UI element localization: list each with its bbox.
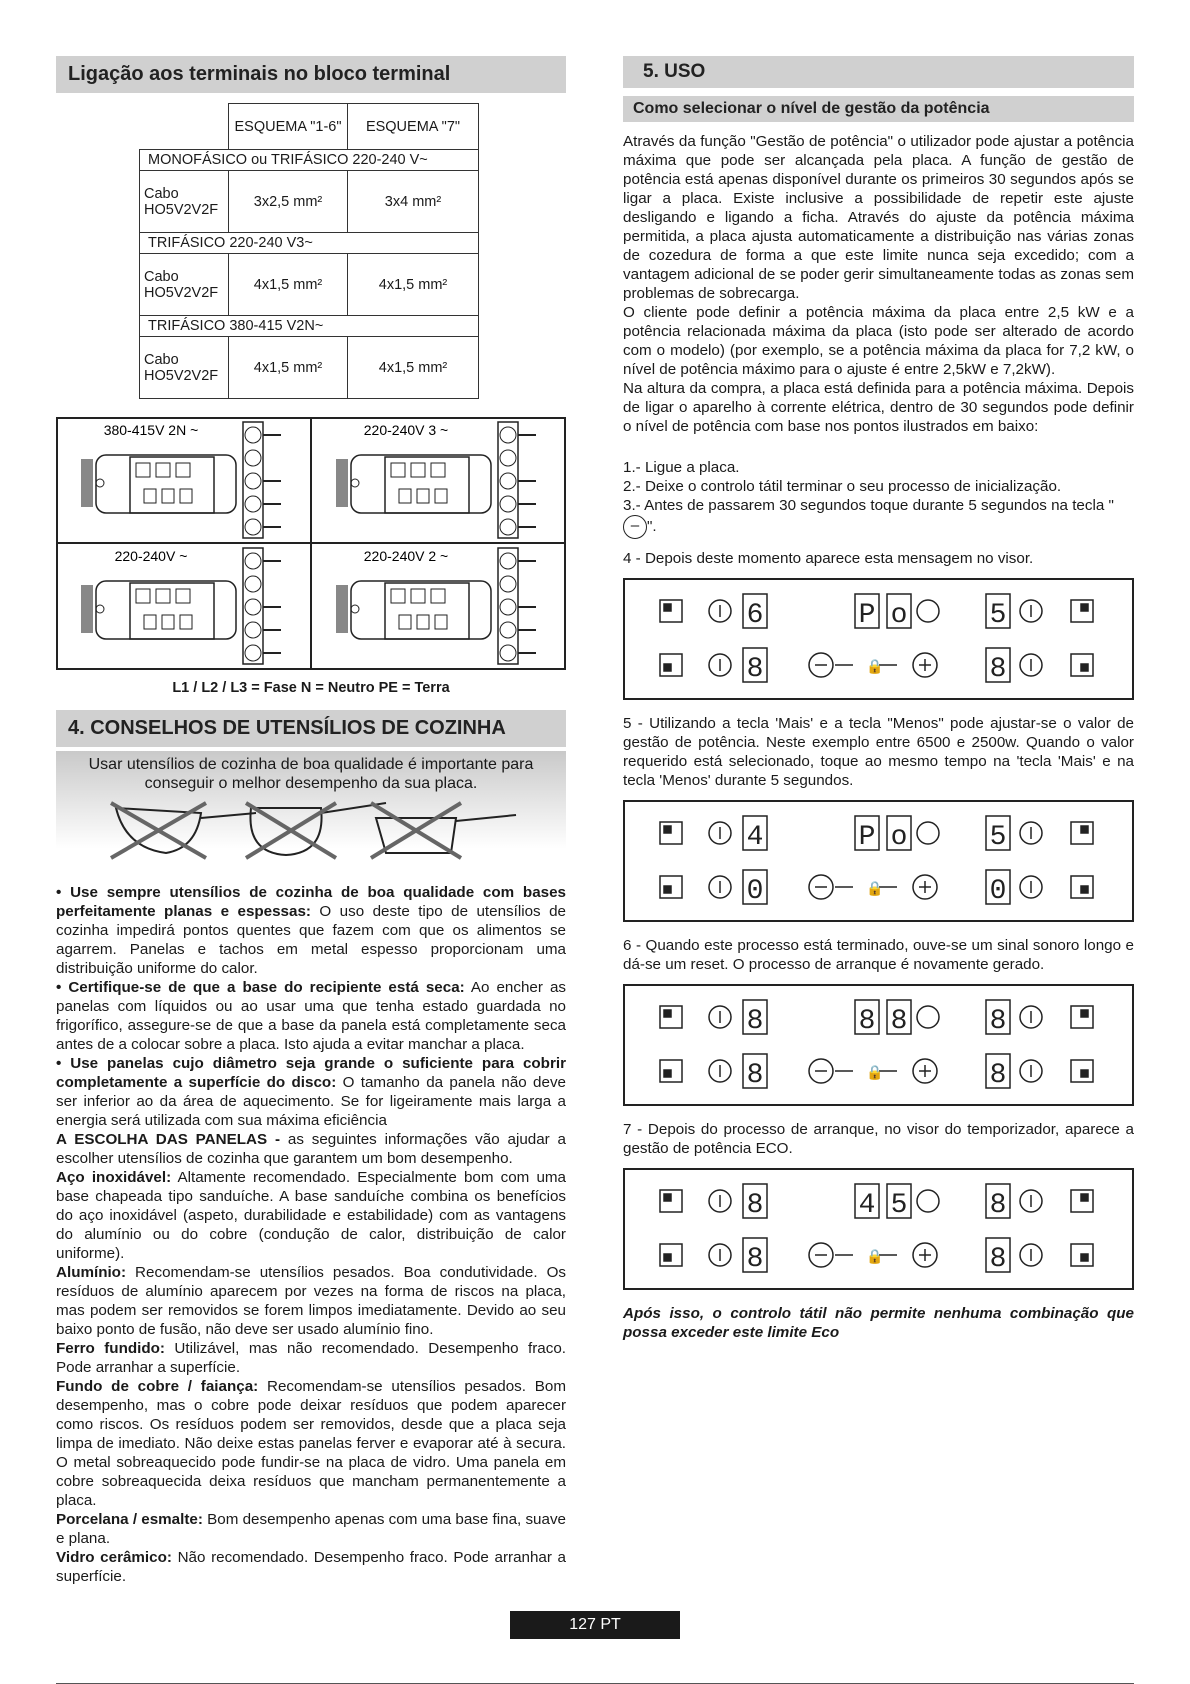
control-panel bbox=[623, 578, 1134, 700]
intro-paragraph-2: O cliente pode definir a potência máxima da placa entre 2,5 kW e a potência relacionada máxima da placa (isto pode ser alterado de acordo com o modelo) (por exemplo, se a potência máxima da placa for 7,2 kW, o nível de potência máximo para o ajuste é entre 2,5kW e 7,2kW). bbox=[623, 304, 1134, 378]
display-digit: 8 bbox=[989, 1060, 1007, 1091]
timer-icon[interactable] bbox=[917, 600, 939, 622]
table-section-title: TRIFÁSICO 220-240 V3~ bbox=[140, 233, 479, 254]
table-section-title: MONOFÁSICO ou TRIFÁSICO 220-240 V~ bbox=[140, 150, 479, 171]
table-col1: ESQUEMA "1-6" bbox=[229, 104, 348, 150]
final-note: Após isso, o controlo tátil não permite nenhuma combinação que possa exceder este limite Eco bbox=[623, 1305, 1134, 1341]
control-panel bbox=[623, 984, 1134, 1106]
cookware-intro: Usar utensílios de cozinha de boa qualidade é importante para conseguir o melhor desempenho da sua placa. bbox=[88, 756, 534, 792]
display-digit: 8 bbox=[989, 1244, 1007, 1275]
step-1: 1.- Ligue a placa. bbox=[623, 459, 740, 476]
advice-7: Ferro fundido: Utilizável, mas não recomendado. Desempenho fraco. Pode arranhar a superfície. bbox=[56, 1340, 566, 1376]
display-digit: 0 bbox=[989, 876, 1007, 907]
timer-icon[interactable] bbox=[917, 822, 939, 844]
advice-2: • Certifique-se de que a base do recipiente está seca: Ao encher as panelas com líquidos ou ao usar uma que tenha estado guardada no frigorífico, assegure-se de que a base da panela está completamente seca antes de a colocar sobre a placa. Isto ajuda a evitar manchar a placa. bbox=[56, 979, 566, 1053]
display-digit: 8 bbox=[858, 1006, 876, 1037]
step-4: 4 - Depois deste momento aparece esta mensagem no visor. bbox=[623, 550, 1034, 567]
table-cell: 4x1,5 mm² bbox=[229, 337, 348, 399]
table-section-title: TRIFÁSICO 380-415 V2N~ bbox=[140, 316, 479, 337]
cable-table bbox=[139, 103, 479, 399]
display-digit: 5 bbox=[890, 1190, 908, 1221]
display-digit: 6 bbox=[746, 600, 764, 631]
display-digit: o bbox=[890, 600, 908, 631]
advice-10: Vidro cerâmico: Não recomendado. Desempenho fraco. Pode arranhar a superfície. bbox=[56, 1549, 567, 1585]
table-cell: 4x1,5 mm² bbox=[348, 337, 479, 399]
advice-6: Alumínio: Recomendam-se utensílios pesados. Boa condutividade. Os resíduos de alumínio aparecem por vezes na forma de riscos na placa, mas podem ser removidos se forem limpos imediatamente. Devido ao seu baixo ponto de fusão, não deve ser usado alumínio fino. bbox=[56, 1264, 566, 1338]
cookware-advice bbox=[56, 883, 566, 1586]
display-digit: P bbox=[858, 600, 876, 631]
display-digit: 8 bbox=[746, 654, 764, 685]
control-panel bbox=[623, 1168, 1134, 1290]
display-digit: 5 bbox=[989, 822, 1007, 853]
wiring-quadrant bbox=[81, 422, 281, 538]
step-7: 7 - Depois do processo de arranque, no visor do temporizador, aparece a gestão de potência ECO. bbox=[623, 1121, 1134, 1157]
section-heading-cookware: 4. CONSELHOS DE UTENSÍLIOS DE COZINHA bbox=[56, 710, 566, 747]
display-digit: 4 bbox=[858, 1190, 876, 1221]
display-digit: 4 bbox=[746, 822, 764, 853]
intro-paragraph-1: Através da função "Gestão de potência" o utilizador pode ajustar a potência máxima que pode ser alcançada pela placa. A função de gestão de potência está apenas disponível durante os primeiros 30 segundos após se ligar a placa. Existe inclusive a possibilidade de repetir este ajuste desligando e ligando a ficha. Através do ajuste da potência máxima permitida, a placa ajusta automaticamente a distribuição nas várias zonas de cozedura de forma a que este limite nunca seja excedido; com a vantagem adicional de se poder gerir simultaneamente todas as zonas sem problemas de sobrecarga. bbox=[623, 133, 1134, 302]
timer-icon[interactable] bbox=[917, 1006, 939, 1028]
table-cell: 3x2,5 mm² bbox=[229, 171, 348, 233]
table-col2: ESQUEMA "7" bbox=[348, 104, 479, 150]
section-heading-use: 5. USO bbox=[623, 56, 1134, 88]
advice-5: Aço inoxidável: Altamente recomendado. Especialmente bom com uma base chapeada tipo sanduíche. A base sanduíche combina os benefícios do aço inoxidável (aspeto, durabilidade e estabilidade) com as vantagens do alumínio ou do cobre (condução de calor, distribuição de calor uniforme). bbox=[56, 1169, 567, 1262]
control-panel bbox=[623, 800, 1134, 922]
display-digit: 8 bbox=[746, 1006, 764, 1037]
display-digit: 5 bbox=[989, 600, 1007, 631]
diagram-label-3: 220-240V ~ bbox=[114, 548, 188, 564]
advice-8: Fundo de cobre / faiança: Recomendam-se utensílios pesados. Bom desempenho, mas o cobre pode deixar resíduos que podem aparecer como riscos. Os resíduos podem ser removidos, desde que a placa seja limpa de imediato. Não deixe estas panelas ferver e evaporar até à secura. O metal sobreaquecido pode fundir-se na placa de vidro. Uma panela em cobre sobreaquecida deixa resíduos que mancham permanentemente a placa. bbox=[56, 1378, 566, 1509]
diagram-label-4: 220-240V 2 ~ bbox=[363, 548, 449, 564]
step-6: 6 - Quando este processo está terminado, ouve-se um sinal sonoro longo e dá-se um reset. O processo de arranque é novamente gerado. bbox=[623, 937, 1134, 973]
advice-1: • Use sempre utensílios de cozinha de boa qualidade com bases perfeitamente planas e espessas: O uso deste tipo de utensílios de cozinha impedirá pontos quentes que fazem com que os alimentos se agarrem. Panelas e tachos em metal espesso proporcionam uma distribuição uniforme do calor. bbox=[56, 884, 566, 977]
display-digit: 8 bbox=[890, 1006, 908, 1037]
step-2: 2.- Deixe o controlo tátil terminar o seu processo de inicialização. bbox=[623, 478, 1062, 495]
cookware-intro-box bbox=[56, 751, 566, 873]
advice-3: • Use panelas cujo diâmetro seja grande o suficiente para cobrir completamente a superfície do disco: O tamanho da panela não deve ser inferior ao da área de aquecimento. Se for ligeiramente mais larga a energia será utilizada com sua máxima eficiência bbox=[56, 1055, 566, 1129]
diagram-label-1: 380-415V 2N ~ bbox=[103, 422, 199, 438]
table-cell: 4x1,5 mm² bbox=[229, 254, 348, 316]
table-cell: 4x1,5 mm² bbox=[348, 254, 479, 316]
table-row-label: Cabo HO5V2V2F bbox=[140, 337, 229, 399]
display-digit: 8 bbox=[989, 654, 1007, 685]
wiring-diagrams bbox=[56, 417, 566, 701]
minus-icon: – bbox=[623, 515, 647, 539]
advice-9: Porcelana / esmalte: Bom desempenho apenas com uma base fina, suave e plana. bbox=[56, 1511, 566, 1547]
page-number: 127 PT bbox=[510, 1611, 680, 1639]
timer-icon[interactable] bbox=[917, 1190, 939, 1212]
diagram-label-2: 220-240V 3 ~ bbox=[363, 422, 449, 438]
lock-icon: 🔒 bbox=[866, 882, 884, 898]
intro-paragraph-3: Na altura da compra, a placa está definida para a potência máxima. Depois de ligar o aparelho à corrente elétrica, dentro de 30 segundos pode definir o nível de potência com base nos pontos ilustrados em baixo: bbox=[623, 380, 1134, 435]
wiring-legend: L1 / L2 / L3 = Fase N = Neutro PE = Terra bbox=[172, 680, 450, 696]
display-digit: 8 bbox=[746, 1190, 764, 1221]
display-digit: 8 bbox=[989, 1006, 1007, 1037]
step-3: 3.- Antes de passarem 30 segundos toque durante 5 segundos na tecla "– ". bbox=[623, 496, 1134, 539]
section-heading-terminals: Ligação aos terminais no bloco terminal bbox=[56, 56, 566, 93]
right-column bbox=[623, 56, 1134, 1342]
left-column bbox=[56, 56, 566, 1586]
lock-icon: 🔒 bbox=[866, 1250, 884, 1266]
display-digit: 8 bbox=[746, 1244, 764, 1275]
bad-pans-illustration bbox=[56, 793, 566, 863]
subheading-power-management: Como selecionar o nível de gestão da potência bbox=[623, 96, 1134, 122]
display-digit: P bbox=[858, 822, 876, 853]
display-digit: 8 bbox=[746, 1060, 764, 1091]
lock-icon: 🔒 bbox=[866, 660, 884, 676]
table-row-label: Cabo HO5V2V2F bbox=[140, 171, 229, 233]
step-5: 5 - Utilizando a tecla 'Mais' e a tecla "Menos" pode ajustar-se o valor de gestão de potência. Neste exemplo entre 6500 e 2500w. Quando o valor requerido está selecionado, toque ao mesmo tempo na 'tecla 'Mais' e na tecla 'Menos' durante 5 segundos. bbox=[623, 715, 1134, 789]
table-cell: 3x4 mm² bbox=[348, 171, 479, 233]
display-digit: 8 bbox=[989, 1190, 1007, 1221]
table-row-label: Cabo HO5V2V2F bbox=[140, 254, 229, 316]
advice-4: A ESCOLHA DAS PANELAS - as seguintes informações vão ajudar a escolher utensílios de cozinha que garantem um bom desempenho. bbox=[56, 1131, 566, 1167]
display-digit: 0 bbox=[746, 876, 764, 907]
lock-icon: 🔒 bbox=[866, 1066, 884, 1082]
display-digit: o bbox=[890, 822, 908, 853]
steps-list bbox=[623, 458, 1134, 539]
